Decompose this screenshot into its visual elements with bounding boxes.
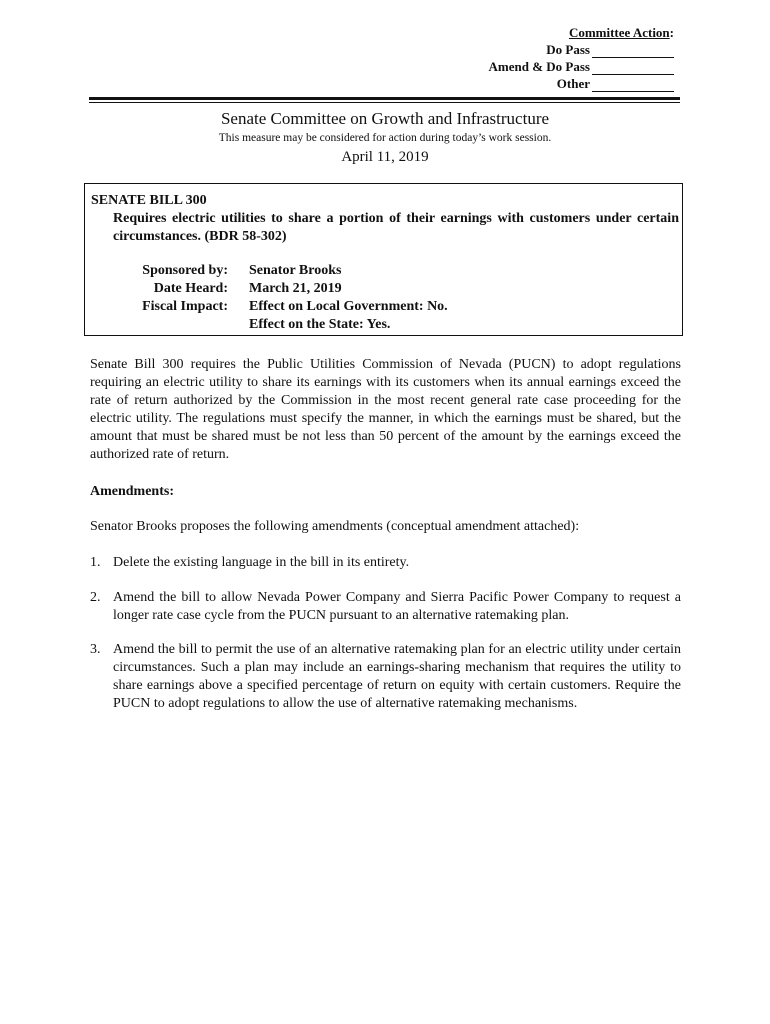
action-do-pass-label: Do Pass <box>546 42 590 57</box>
sponsored-by-label: Sponsored by: <box>142 263 228 278</box>
bill-number: SENATE BILL 300 <box>91 193 207 208</box>
sponsored-by-value: Senator Brooks <box>249 263 342 278</box>
committee-action-title-row <box>489 24 674 41</box>
amendments-intro: Senator Brooks proposes the following amendments (conceptual amendment attached): <box>90 519 580 534</box>
fiscal-impact-state: Effect on the State: Yes. <box>249 317 391 332</box>
amendment-1-number: 1. <box>90 555 101 570</box>
action-amend-do-pass-blank <box>592 61 674 75</box>
work-session-note: This measure may be considered for action during today’s work session. <box>218 132 552 144</box>
action-do-pass <box>489 41 674 58</box>
date-heard-label: Date Heard: <box>153 281 228 296</box>
header-rule-thin <box>89 102 680 103</box>
action-do-pass-blank <box>592 44 674 58</box>
action-amend-do-pass-label: Amend & Do Pass <box>488 59 590 74</box>
bill-summary: Requires electric utilities to share a portion of their earnings with customers under certain circumstances. (BDR 58-302) <box>113 211 679 244</box>
action-other-blank <box>592 78 674 92</box>
header-rule-thick <box>89 97 680 100</box>
fiscal-impact-label: Fiscal Impact: <box>142 299 228 314</box>
committee-action-colon: : <box>669 25 674 40</box>
committee-action-title: Committee Action <box>568 25 670 40</box>
action-amend-do-pass <box>489 58 674 75</box>
amendment-1-text: Delete the existing language in the bill in its entirety. <box>113 555 410 570</box>
fiscal-impact-local: Effect on Local Government: No. <box>249 299 448 314</box>
amendment-2-number: 2. <box>90 590 101 605</box>
action-other-label: Other <box>556 76 590 91</box>
amendment-3-number: 3. <box>90 642 101 657</box>
committee-name: Senate Committee on Growth and Infrastructure <box>220 109 550 128</box>
amendment-3-text: Amend the bill to permit the use of an alternative ratemaking plan for an electric utility under certain circumstances. Such a plan may include an earnings-sharing mechanism that requires the utility to share earnings above a specified percentage of return on equity with certain customers. Require the PUCN to adopt regulations to allow the use of alternative ratemaking mechanisms. <box>113 642 681 711</box>
bill-description: Senate Bill 300 requires the Public Utilities Commission of Nevada (PUCN) to adopt regulations requiring an electric utility to share its earnings with its customers when its annual earnings exceed the rate of return authorized by the Commission in the most recent general rate case proceeding for the electric utility. The regulations must specify the manner, in which the earnings must be shared, but the amount that must be shared must be not less than 50 percent of the amount by the earnings exceed the authorized rate of return. <box>90 357 681 462</box>
hearing-date: April 11, 2019 <box>341 149 429 165</box>
action-other <box>489 75 674 92</box>
committee-action-block <box>489 24 674 92</box>
amendments-heading: Amendments: <box>90 484 174 499</box>
amendment-2-text: Amend the bill to allow Nevada Power Company and Sierra Pacific Power Company to request a longer rate case cycle from the PUCN pursuant to an alternative ratemaking plan. <box>113 590 681 623</box>
bill-summary-box <box>84 183 683 336</box>
date-heard-value: March 21, 2019 <box>249 281 342 296</box>
